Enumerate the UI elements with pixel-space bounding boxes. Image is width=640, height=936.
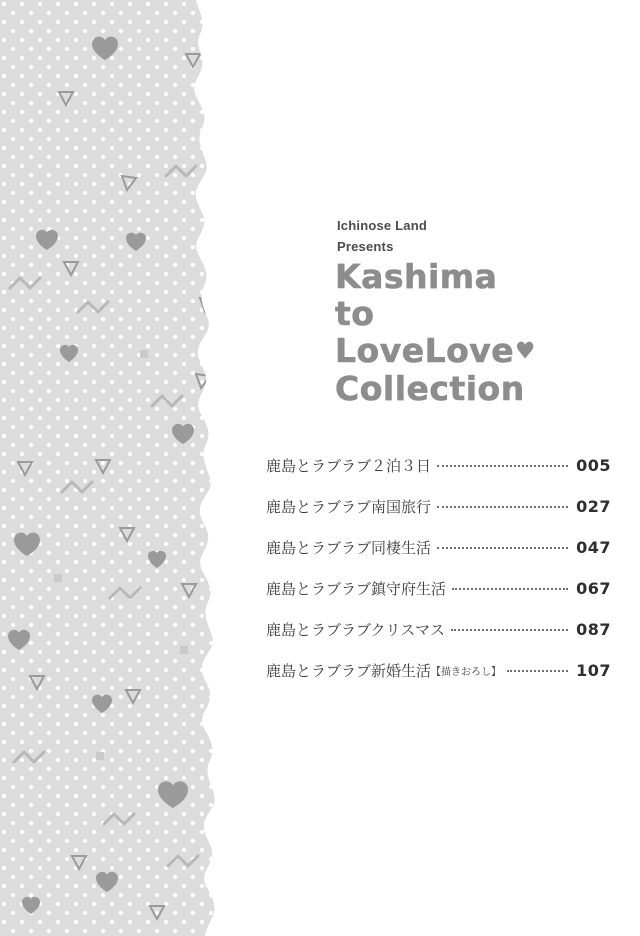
- toc-entry-title: 鹿島とラブラブ南国旅行: [266, 498, 432, 516]
- toc-entry-page: 107: [576, 661, 611, 680]
- title-line-2: to: [335, 294, 375, 333]
- toc-entry[interactable]: [266, 537, 611, 578]
- toc-entry-page: 087: [576, 620, 611, 639]
- toc-entry[interactable]: [266, 578, 611, 619]
- publisher-name: Ichinose Land: [337, 218, 428, 233]
- toc-entry-title: 鹿島とラブラブ２泊３日: [266, 457, 432, 475]
- toc-entry-title: 鹿島とラブラブ鎮守府生活: [266, 580, 447, 598]
- title-line-1: Kashima: [335, 257, 498, 296]
- toc-entry-page: 047: [576, 538, 611, 557]
- toc-entry[interactable]: [266, 660, 611, 701]
- title-line-4: Collection: [335, 369, 525, 408]
- publisher-presents: Presents: [337, 239, 394, 254]
- toc-leader-dots: [507, 670, 568, 672]
- toc-leader-dots: [452, 588, 568, 590]
- heart-icon: ♥: [515, 339, 536, 364]
- toc-leader-dots: [437, 465, 568, 467]
- decorative-pattern: [0, 0, 216, 936]
- toc-entry-title-main: 鹿島とラブラブ新婚生活: [266, 662, 432, 680]
- toc-entry-page: 027: [576, 497, 611, 516]
- toc-entry-title: 鹿島とラブラブクリスマス: [266, 621, 445, 639]
- toc-leader-dots: [437, 547, 568, 549]
- page-title: [335, 258, 635, 407]
- toc-entry-title: [266, 660, 501, 681]
- toc-entry-page: 067: [576, 579, 611, 598]
- title-line-3-text: LoveLove: [335, 331, 515, 370]
- toc-entry-title-note: 【描きおろし】: [431, 667, 502, 678]
- toc-entry[interactable]: [266, 496, 611, 537]
- toc-entry-page: 005: [576, 456, 611, 475]
- table-of-contents: [266, 455, 611, 701]
- toc-entry[interactable]: [266, 455, 611, 496]
- toc-leader-dots: [437, 506, 568, 508]
- publisher-credit: [337, 215, 427, 257]
- toc-entry-title: 鹿島とラブラブ同棲生活: [266, 539, 432, 557]
- title-line-3: [335, 332, 635, 370]
- toc-entry[interactable]: [266, 619, 611, 660]
- content-area: [216, 0, 640, 936]
- toc-leader-dots: [451, 629, 568, 631]
- decorative-panel: [0, 0, 216, 936]
